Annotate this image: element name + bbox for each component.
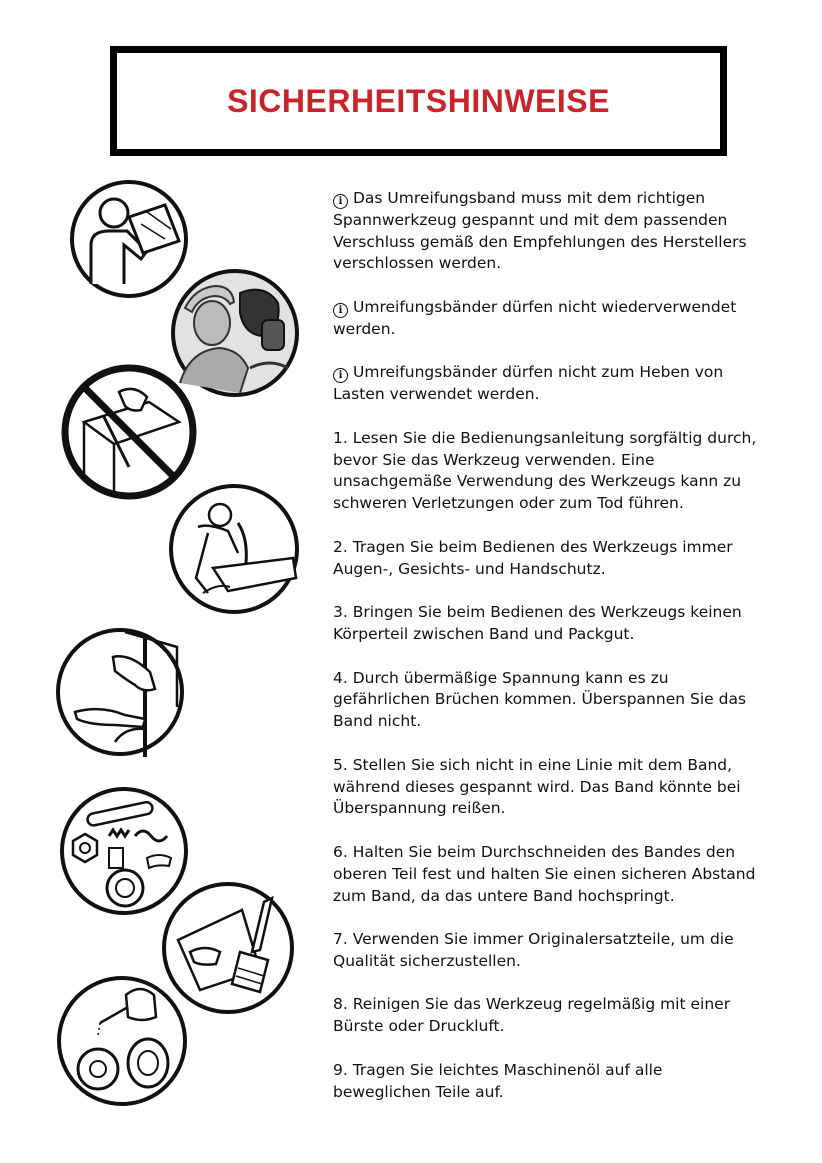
notice-item: i Umreifungsbänder dürfen nicht wiederverwendet werden. (333, 297, 737, 338)
instruction-item: 7. Verwenden Sie immer Originalersatzteile, um die Qualität sicherzustellen. (333, 930, 734, 970)
strap-tension-icon (55, 627, 185, 757)
info-icon: i (333, 368, 348, 383)
instruction-item: 2. Tragen Sie beim Bedienen des Werkzeugs immer Augen-, Gesichts- und Handschutz. (333, 537, 733, 578)
page-title: SICHERHEITSHINWEISE (227, 82, 610, 119)
info-icon: i (333, 194, 348, 209)
oil-can-icon (56, 975, 188, 1107)
instruction-item: 8. Reinigen Sie das Werkzeug regelmäßig mit einer Bürste oder Druckluft. (333, 995, 731, 1036)
instruction-item: 1. Lesen Sie die Bedienungsanleitung sorgfältig durch, bevor Sie das Werkzeug verwenden. Eine unsachgemäße Verwendung des Werkzeugs kann zu schweren Verletzungen oder zum Tod führen. (333, 428, 757, 513)
instruction-item: 4. Durch übermäßige Spannung kann es zu gefährlichen Brüchen kommen. Überspannen Sie das Band nicht. (333, 668, 747, 731)
worker-tensioning-icon (168, 483, 300, 615)
instruction-item: 5. Stellen Sie sich nicht in eine Linie mit dem Band, während dieses gespannt wird. Das Band könnte bei Überspannung reißen. (333, 755, 741, 818)
instructions-column (333, 188, 763, 1125)
instruction-item: 3. Bringen Sie beim Bedienen des Werkzeugs keinen Körperteil zwischen Band und Packgut. (333, 603, 742, 643)
instruction-item: 6. Halten Sie beim Durchschneiden des Bandes den oberen Teil fest und halten Sie einen sicheren Abstand zum Band, da das untere Band hochspringt. (333, 842, 756, 905)
instruction-item: 9. Tragen Sie leichtes Maschinenöl auf alle beweglichen Teile auf. (333, 1060, 663, 1101)
info-icon: i (333, 303, 348, 318)
pictogram-column (0, 0, 320, 1163)
notice-item: i Das Umreifungsband muss mit dem richtigen Spannwerkzeug gespannt und mit dem passenden Verschluss gemäß den Empfehlungen des Herstellers verschlossen werden. (333, 189, 747, 273)
notice-item: i Umreifungsbänder dürfen nicht zum Heben von Lasten verwendet werden. (333, 363, 724, 404)
no-hands-warning-icon (59, 362, 199, 502)
